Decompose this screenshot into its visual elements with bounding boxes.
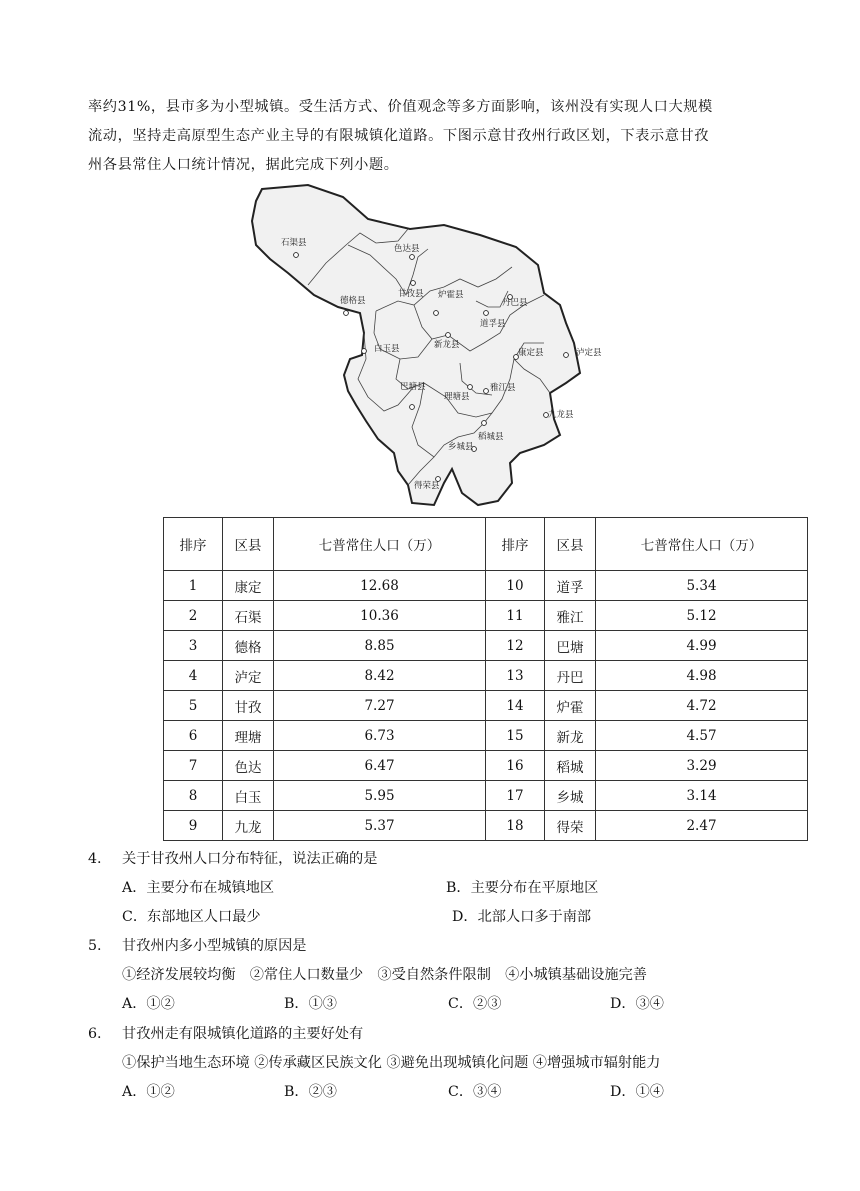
table-row <box>164 631 808 661</box>
label-xinlong: 新龙县 <box>434 340 460 350</box>
label-shiqu: 石渠县 <box>281 238 307 248</box>
header-population: 七普常住人口（万） <box>274 518 486 571</box>
cell-population: 7.27 <box>274 691 486 721</box>
cell-population: 4.98 <box>596 661 808 691</box>
cell-population: 4.99 <box>596 631 808 661</box>
question-text: 甘孜州内多小型城镇的原因是 <box>122 938 307 954</box>
label-daofu: 道孚县 <box>480 319 506 329</box>
cell-rank: 13 <box>486 661 545 691</box>
label-danba: 丹巴县 <box>502 298 528 308</box>
question-stem <box>88 935 306 955</box>
label-daocheng: 稻城县 <box>478 432 504 442</box>
table-row <box>164 751 808 781</box>
intro-line-1: 率约31%，县市多为小型城镇。受生活方式、价值观念等多方面影响，该州没有实现人口大规模 <box>88 99 713 115</box>
cell-population: 5.12 <box>596 601 808 631</box>
table-row <box>164 811 808 841</box>
option-c[interactable]: C．③④ <box>448 1084 502 1100</box>
option-d[interactable]: D．北部人口多于南部 <box>452 909 592 925</box>
label-baiyu: 白玉县 <box>374 344 400 354</box>
cell-population: 6.47 <box>274 751 486 781</box>
cell-rank: 4 <box>164 661 223 691</box>
cell-county: 理塘 <box>223 721 274 751</box>
cell-county: 稻城 <box>545 751 596 781</box>
cell-county: 道孚 <box>545 571 596 601</box>
cell-county: 甘孜 <box>223 691 274 721</box>
cell-county: 白玉 <box>223 781 274 811</box>
cell-population: 3.14 <box>596 781 808 811</box>
cell-population: 5.95 <box>274 781 486 811</box>
label-litang: 理塘县 <box>444 392 470 402</box>
question-stem <box>88 1023 363 1043</box>
question-number: 6. <box>88 1026 102 1042</box>
cell-county: 新龙 <box>545 721 596 751</box>
population-table <box>163 517 808 841</box>
option-c[interactable]: C．东部地区人口最少 <box>122 909 261 925</box>
cell-rank: 9 <box>164 811 223 841</box>
cell-population: 2.47 <box>596 811 808 841</box>
label-kangding: 康定县 <box>518 348 544 358</box>
cell-population: 12.68 <box>274 571 486 601</box>
cell-population: 3.29 <box>596 751 808 781</box>
cell-rank: 7 <box>164 751 223 781</box>
cell-rank: 8 <box>164 781 223 811</box>
cell-county: 得荣 <box>545 811 596 841</box>
label-seda: 色达县 <box>394 244 420 254</box>
option-b[interactable]: B．②③ <box>284 1084 337 1100</box>
table-row <box>164 721 808 751</box>
cell-population: 8.85 <box>274 631 486 661</box>
label-derong: 得荣县 <box>414 481 440 491</box>
label-xiangcheng: 乡城县 <box>448 442 474 452</box>
option-a[interactable]: A．①② <box>122 996 175 1012</box>
intro-paragraph <box>88 93 778 180</box>
header-rank: 排序 <box>486 518 545 571</box>
option-d[interactable]: D．①④ <box>610 1084 664 1100</box>
option-b[interactable]: B．主要分布在平原地区 <box>446 880 599 896</box>
cell-population: 10.36 <box>274 601 486 631</box>
table-row <box>164 571 808 601</box>
label-luding: 泸定县 <box>576 348 602 358</box>
cell-county: 炉霍 <box>545 691 596 721</box>
cell-county: 石渠 <box>223 601 274 631</box>
map-outline <box>252 185 580 505</box>
question-stem <box>88 848 377 868</box>
cell-county: 巴塘 <box>545 631 596 661</box>
cell-rank: 3 <box>164 631 223 661</box>
cell-rank: 16 <box>486 751 545 781</box>
cell-rank: 10 <box>486 571 545 601</box>
map-svg <box>248 183 618 508</box>
cell-rank: 18 <box>486 811 545 841</box>
header-population: 七普常住人口（万） <box>596 518 808 571</box>
option-a[interactable]: A．①② <box>122 1084 175 1100</box>
cell-rank: 6 <box>164 721 223 751</box>
cell-rank: 17 <box>486 781 545 811</box>
header-county: 区县 <box>545 518 596 571</box>
cell-county: 康定 <box>223 571 274 601</box>
cell-county: 乡城 <box>545 781 596 811</box>
label-yajiang: 雅江县 <box>490 383 516 393</box>
label-ganzi: 甘孜县 <box>398 289 424 299</box>
cell-county: 雅江 <box>545 601 596 631</box>
question-text: 甘孜州走有限城镇化道路的主要好处有 <box>122 1026 364 1042</box>
cell-county: 德格 <box>223 631 274 661</box>
table-row <box>164 661 808 691</box>
cell-county: 泸定 <box>223 661 274 691</box>
question-text: 关于甘孜州人口分布特征，说法正确的是 <box>122 851 378 867</box>
label-jiulong: 九龙县 <box>548 410 574 420</box>
cell-rank: 2 <box>164 601 223 631</box>
cell-rank: 5 <box>164 691 223 721</box>
cell-population: 5.37 <box>274 811 486 841</box>
option-d[interactable]: D．③④ <box>610 996 664 1012</box>
cell-rank: 14 <box>486 691 545 721</box>
table-header-row <box>164 518 808 571</box>
label-dege: 德格县 <box>340 296 366 306</box>
question-statements: ①经济发展较均衡 ②常住人口数量少 ③受自然条件限制 ④小城镇基础设施完善 <box>122 967 647 983</box>
label-luhuo: 炉霍县 <box>438 290 464 300</box>
label-batang: 巴塘县 <box>400 382 426 392</box>
intro-line-3: 州各县常住人口统计情况，据此完成下列小题。 <box>88 157 399 173</box>
cell-rank: 15 <box>486 721 545 751</box>
option-c[interactable]: C．②③ <box>448 996 502 1012</box>
cell-rank: 12 <box>486 631 545 661</box>
cell-population: 6.73 <box>274 721 486 751</box>
cell-rank: 11 <box>486 601 545 631</box>
cell-population: 8.42 <box>274 661 486 691</box>
header-county: 区县 <box>223 518 274 571</box>
question-number: 4. <box>88 851 102 867</box>
ganzi-prefecture-map <box>248 183 618 508</box>
cell-county: 丹巴 <box>545 661 596 691</box>
question-statements: ①保护当地生态环境 ②传承藏区民族文化 ③避免出现城镇化问题 ④增强城市辐射能力 <box>122 1055 661 1071</box>
question-number: 5. <box>88 938 102 954</box>
header-rank: 排序 <box>164 518 223 571</box>
cell-rank: 1 <box>164 571 223 601</box>
intro-line-2: 流动，坚持走高原型生态产业主导的有限城镇化道路。下图示意甘孜州行政区划，下表示意甘孜 <box>88 128 710 144</box>
table-row <box>164 691 808 721</box>
option-b[interactable]: B．①③ <box>284 996 337 1012</box>
cell-population: 5.34 <box>596 571 808 601</box>
table-row <box>164 601 808 631</box>
option-a[interactable]: A．主要分布在城镇地区 <box>122 880 275 896</box>
cell-population: 4.72 <box>596 691 808 721</box>
cell-county: 色达 <box>223 751 274 781</box>
table-row <box>164 781 808 811</box>
cell-county: 九龙 <box>223 811 274 841</box>
cell-population: 4.57 <box>596 721 808 751</box>
